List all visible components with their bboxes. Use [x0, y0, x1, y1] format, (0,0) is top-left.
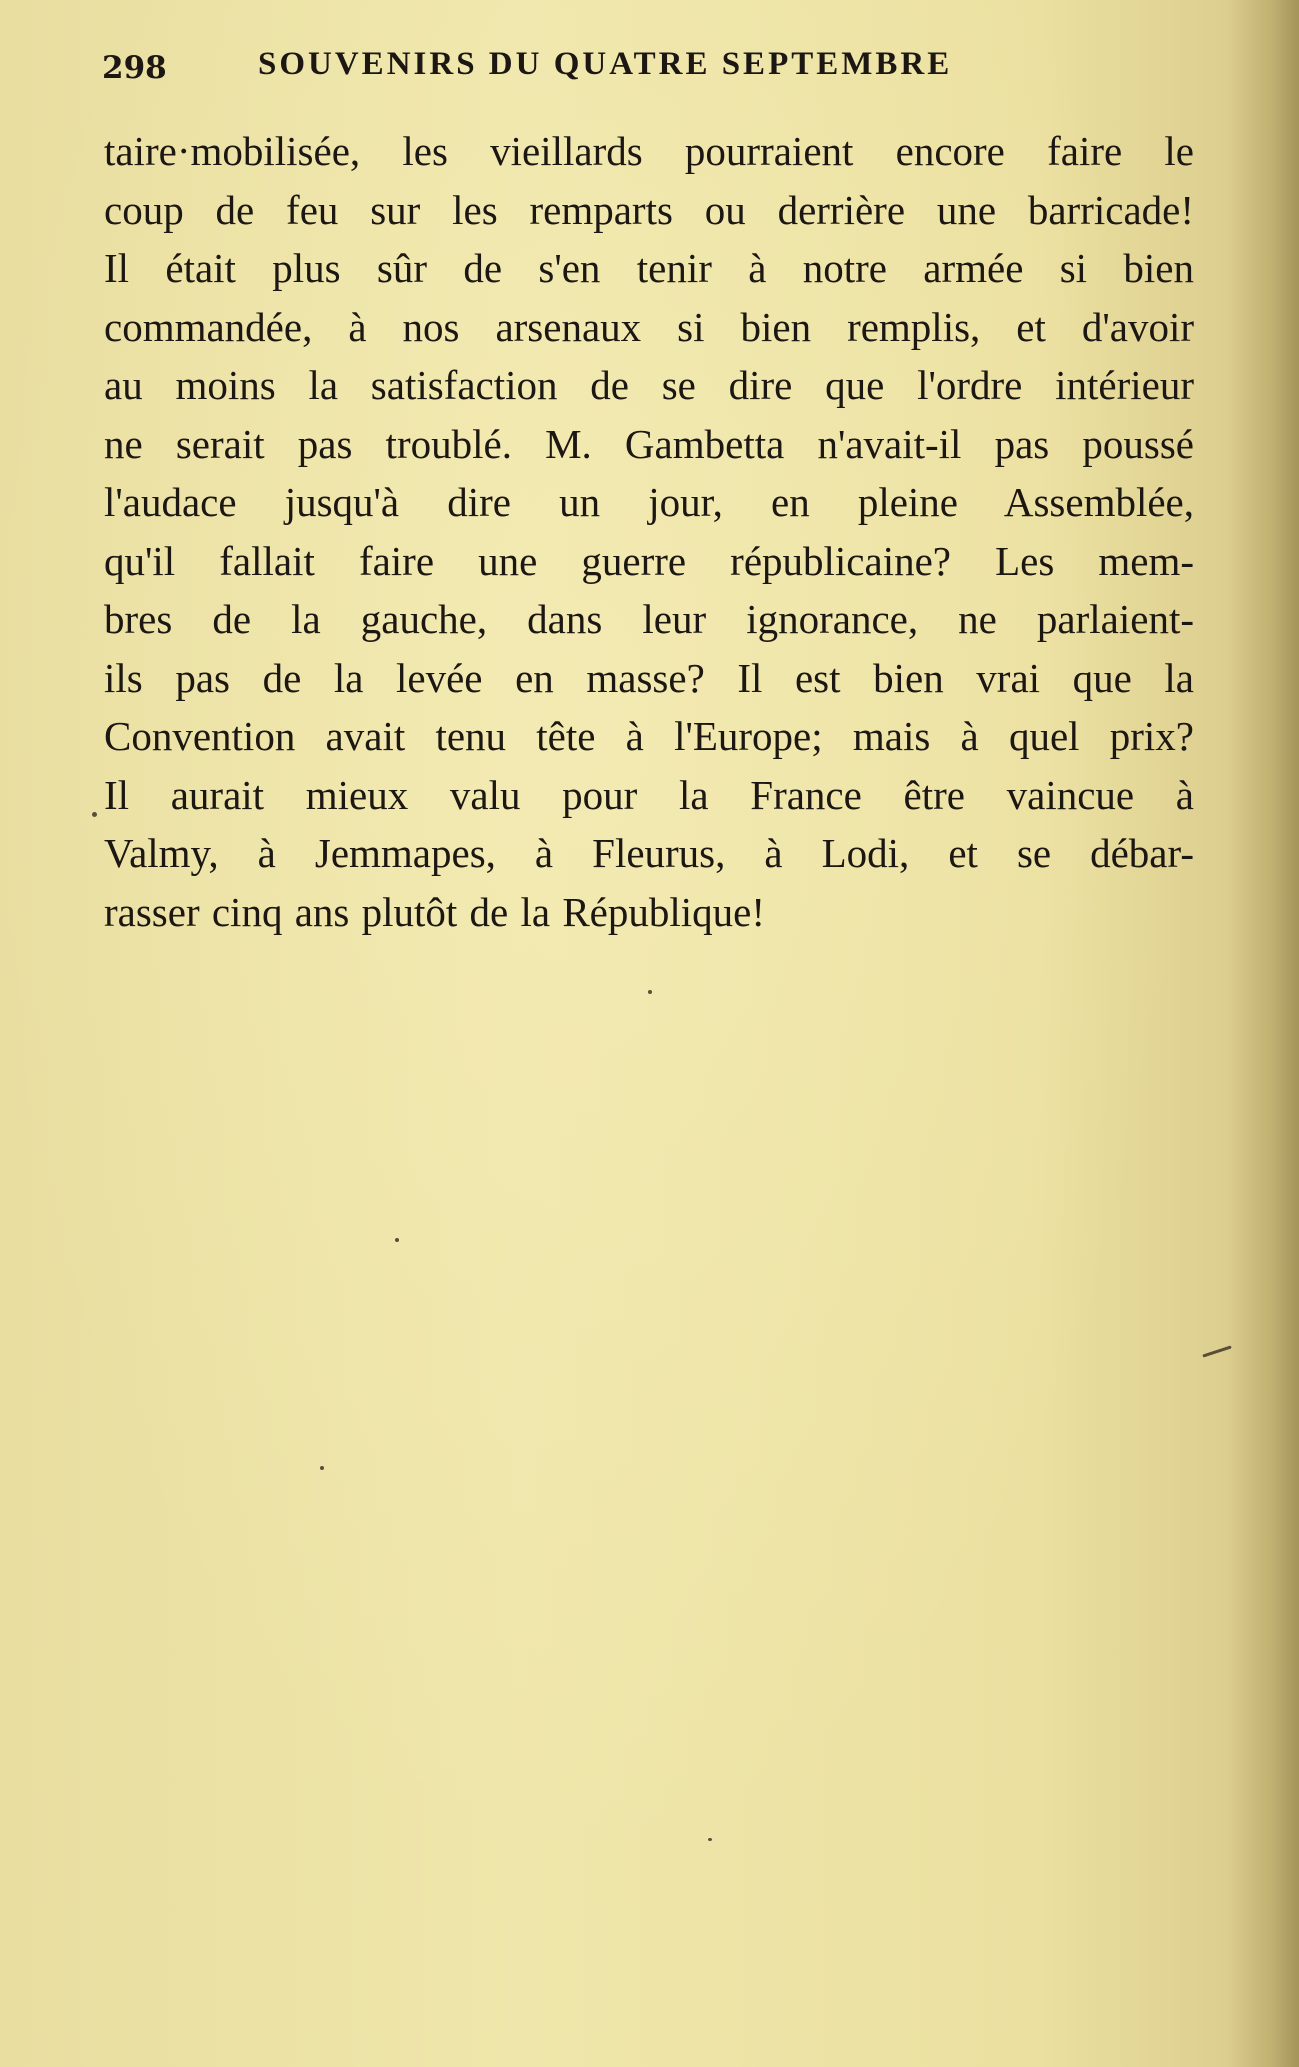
text-line: au moins la satisfaction de se dire que l'ordre intérieur [104, 362, 1194, 408]
paper-speck [320, 1466, 324, 1470]
paper-speck [395, 1238, 399, 1242]
paper-speck [708, 1838, 712, 1841]
text-line: bres de la gauche, dans leur ignorance, ne parlaient- [104, 596, 1194, 642]
text-line: l'audace jusqu'à dire un jour, en pleine Assemblée, [104, 479, 1194, 525]
body-text [104, 122, 1194, 941]
text-line: Il était plus sûr de s'en tenir à notre armée si bien [104, 245, 1194, 291]
page-header [100, 46, 1200, 94]
text-line: qu'il fallait faire une guerre républicaine? Les mem- [104, 537, 1194, 584]
running-title: SOUVENIRS DU QUATRE SEPTEMBRE [258, 46, 953, 82]
text-line: Valmy, à Jemmapes, à Fleurus, à Lodi, et se débar- [104, 830, 1194, 876]
text-line: coup de feu sur les remparts ou derrière une barricade! [104, 186, 1194, 233]
page-edge-shadow [1229, 0, 1299, 2067]
paper-speck [92, 812, 97, 817]
text-line: ne serait pas troublé. M. Gambetta n'avait-il pas poussé [104, 420, 1194, 467]
paper-speck [648, 990, 652, 994]
paper-speck [1202, 1345, 1231, 1357]
text-line: ils pas de la levée en masse? Il est bien vrai que la [104, 654, 1194, 701]
text-line: taire·mobilisée, les vieillards pourraient encore faire le [104, 128, 1194, 174]
text-line: commandée, à nos arsenaux si bien remplis, et d'avoir [104, 303, 1194, 350]
text-line: Convention avait tenu tête à l'Europe; mais à quel prix? [104, 713, 1194, 759]
text-line: rasser cinq ans plutôt de la République! [104, 888, 765, 935]
page-number: 298 [102, 50, 167, 86]
text-line: Il aurait mieux valu pour la France être vaincue à [104, 771, 1194, 818]
